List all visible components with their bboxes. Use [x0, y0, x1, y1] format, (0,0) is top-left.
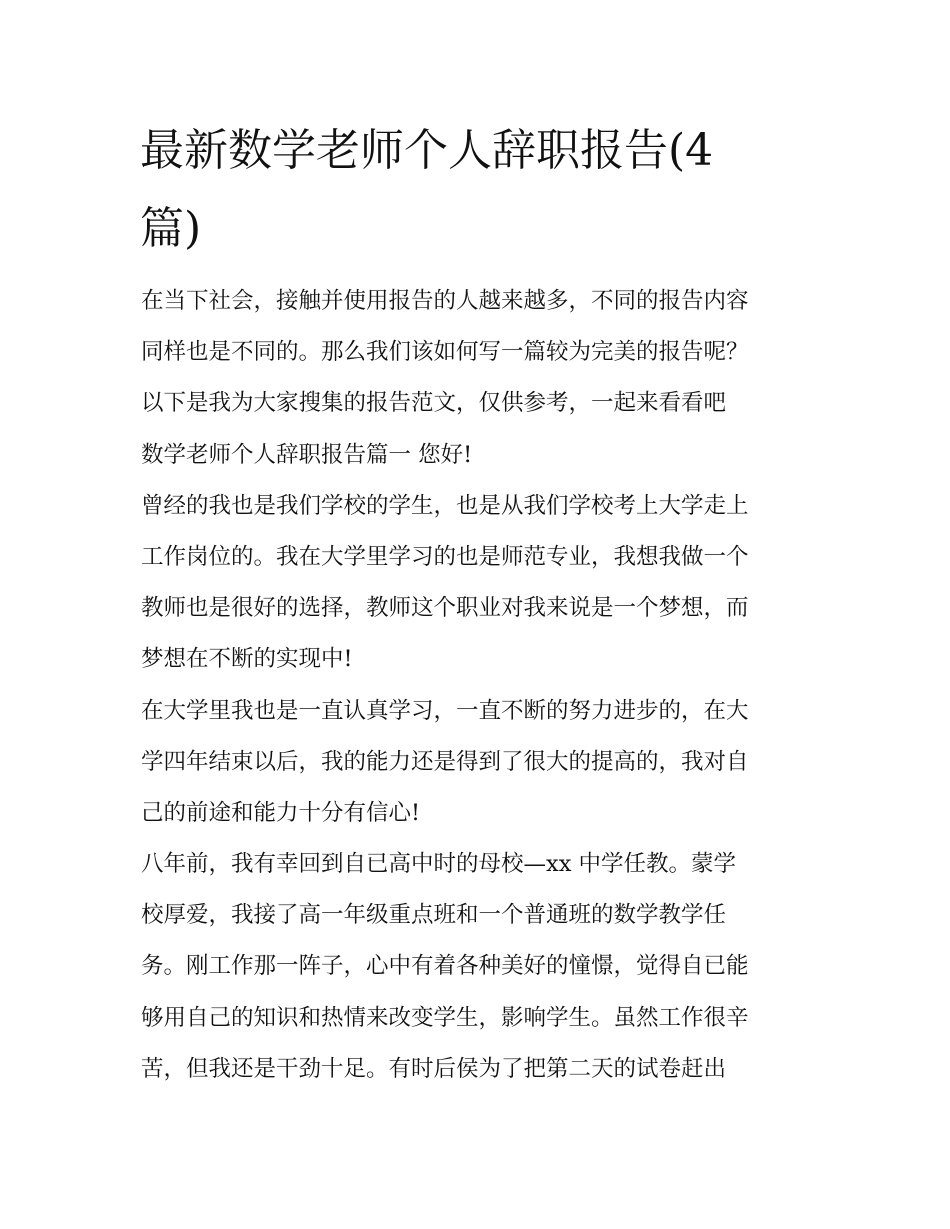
body-line: 校厚爱，我接了高一年级重点班和一个普通班的数学教学任: [141, 902, 727, 929]
body-line: 工作岗位的。我在大学里学习的也是师范专业，我想我做一个: [141, 543, 749, 570]
body-line: 在大学里我也是一直认真学习，一直不断的努力进步的，在大: [141, 697, 749, 724]
body-line: 同样也是不同的。那么我们该如何写一篇较为完美的报告呢？: [141, 339, 749, 366]
body-line: 苦，但我还是干劲十足。有时后侯为了把第二天的试卷赶出: [141, 1055, 727, 1082]
body-line: 八年前，我有幸回到自已高中时的母校—xx 中学任教。蒙学: [141, 851, 737, 878]
body-line: 数学老师个人辞职报告篇一 您好!: [141, 441, 473, 468]
body-line: 教师也是很好的选择，教师这个职业对我来说是一个梦想，而: [141, 595, 749, 622]
body-line: 够用自己的知识和热情来改变学生，影响学生。虽然工作很辛: [141, 1004, 749, 1031]
document-body: [141, 276, 831, 1095]
body-line: 梦想在不断的实现中!: [141, 646, 353, 673]
body-line: 以下是我为大家搜集的报告范文，仅供参考，一起来看看吧: [141, 390, 727, 417]
body-line: 在当下社会，接触并使用报告的人越来越多，不同的报告内容: [141, 288, 749, 314]
document-title: 最新数学老师个人辞职报告(4 篇): [140, 125, 714, 254]
body-line: 曾经的我也是我们学校的学生，也是从我们学校考上大学走上: [141, 492, 749, 519]
body-line: 务。刚工作那一阵子，心中有着各种美好的憧憬，觉得自已能: [141, 953, 749, 980]
body-line: 学四年结束以后，我的能力还是得到了很大的提高的，我对自: [141, 748, 749, 775]
body-line: 己的前途和能力十分有信心!: [141, 799, 421, 826]
